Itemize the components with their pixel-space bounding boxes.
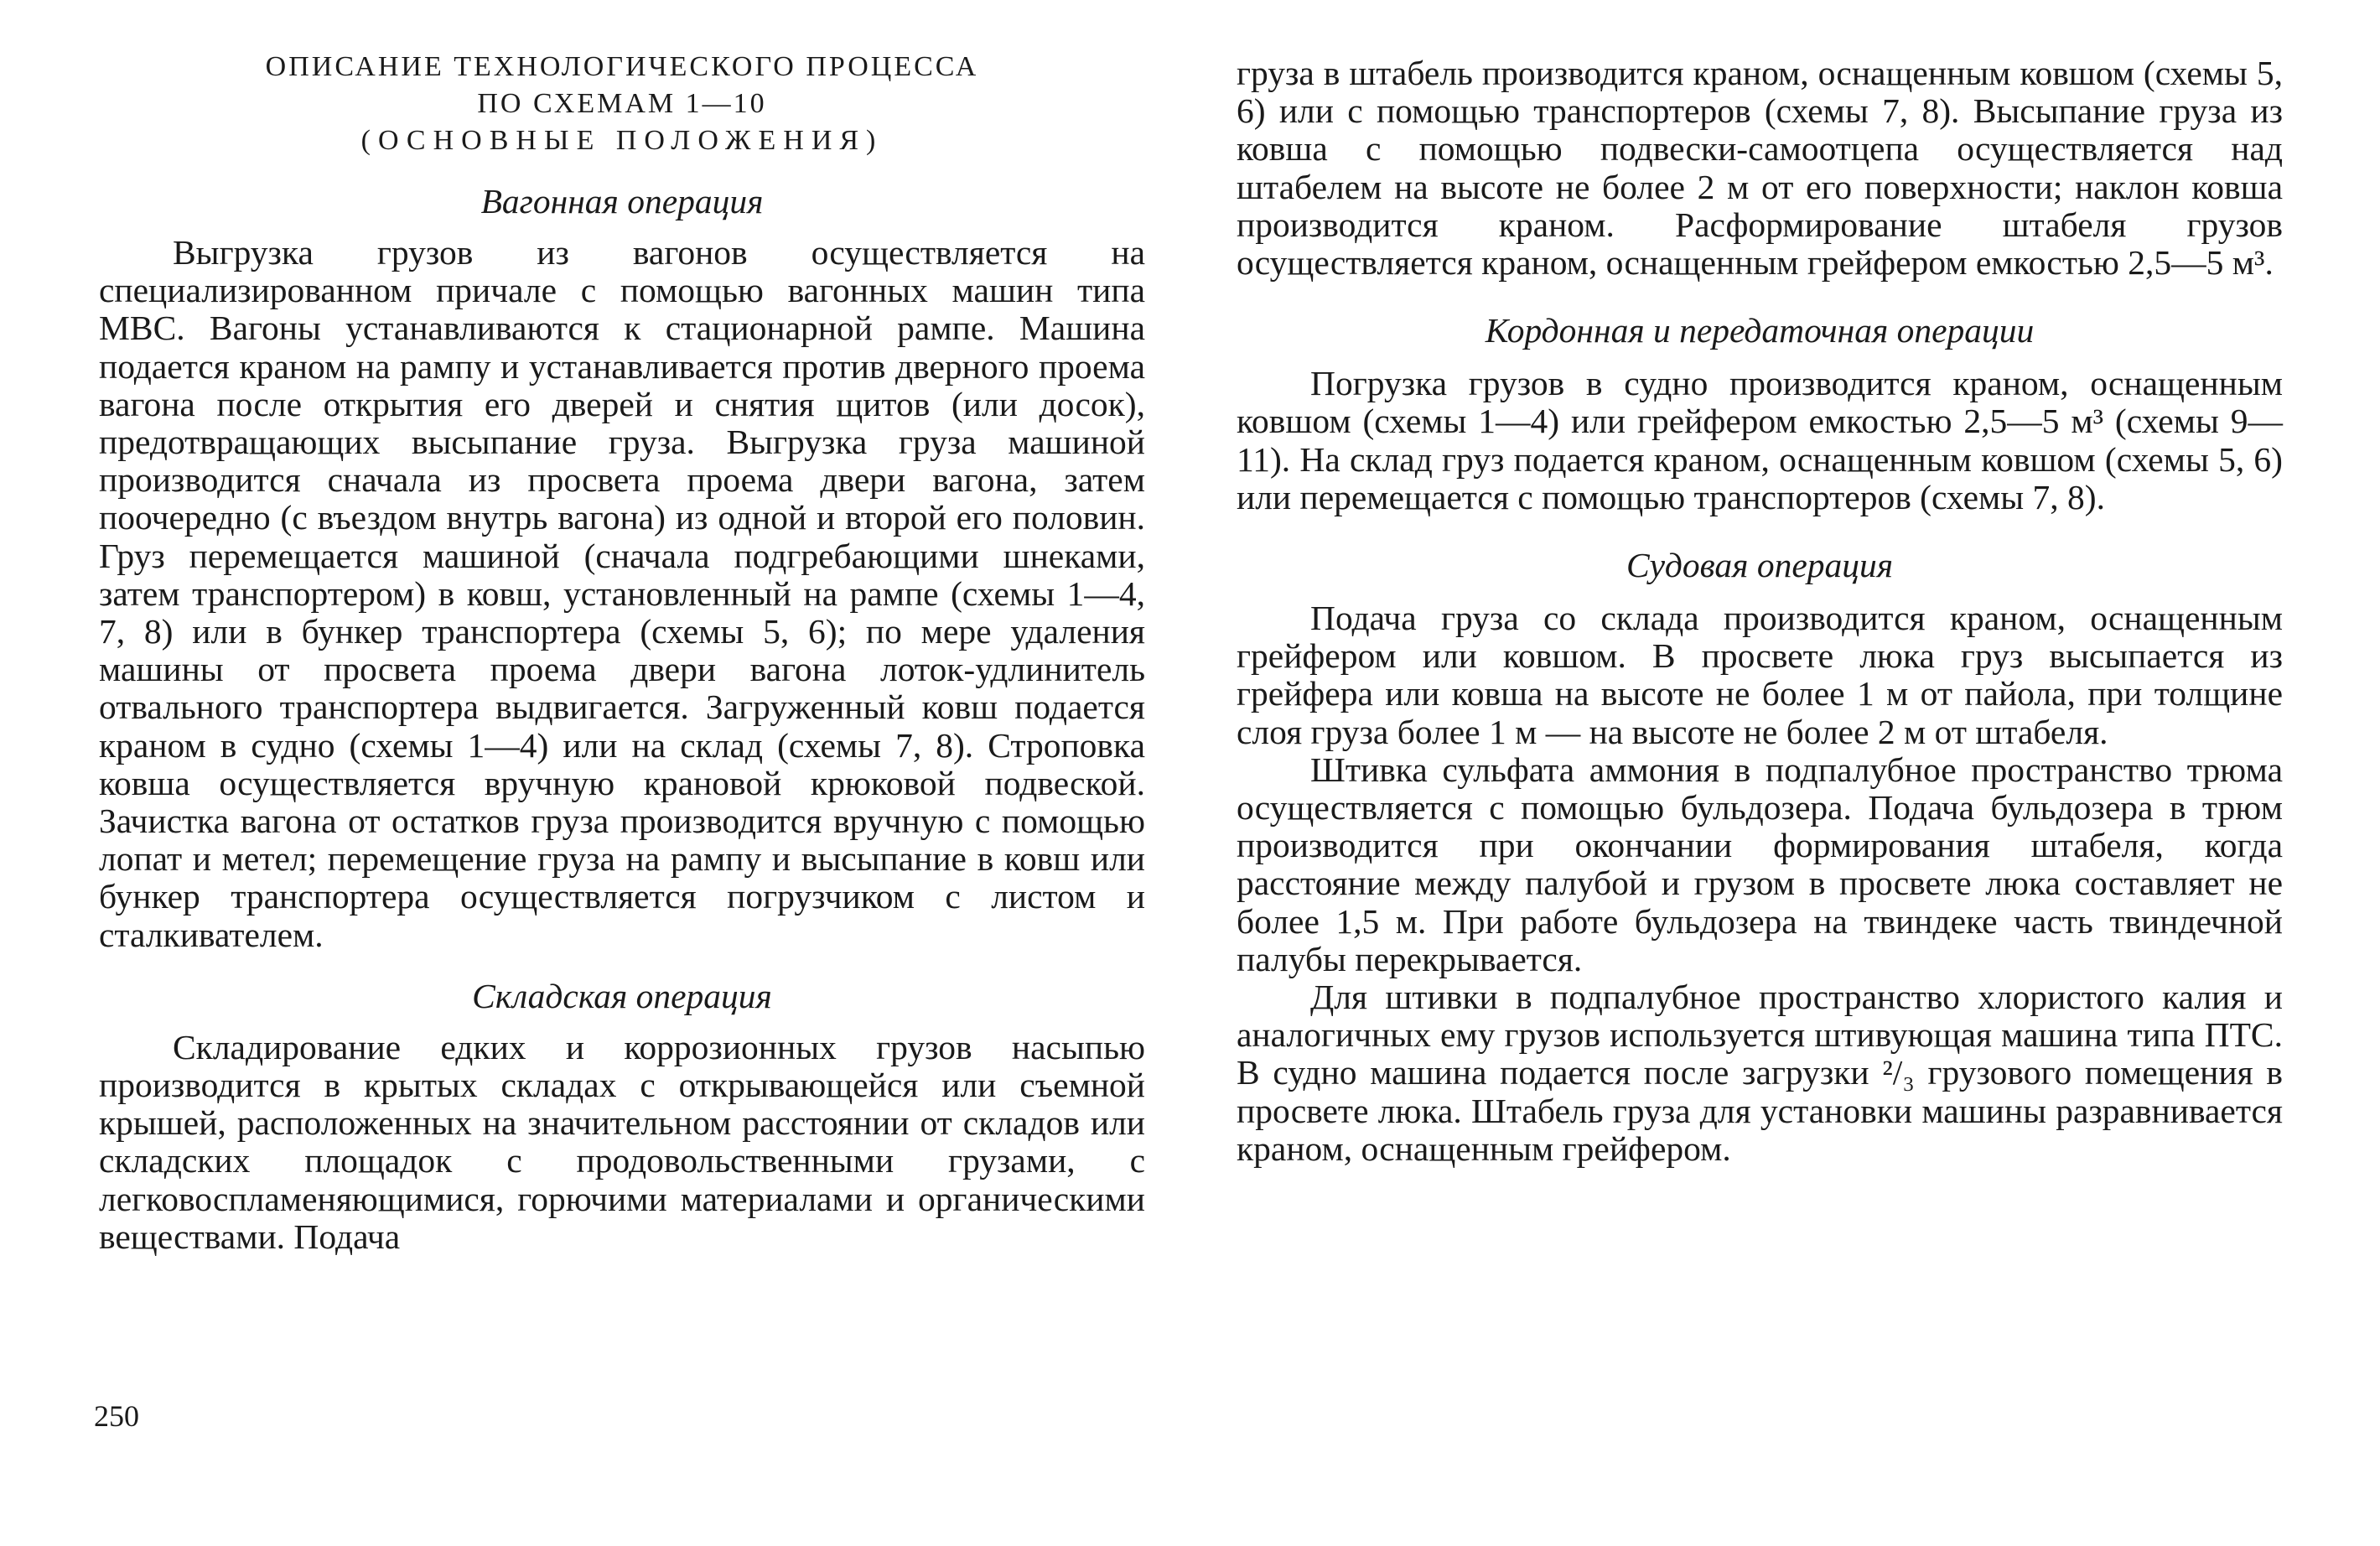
heading-line-1: ОПИСАНИЕ ТЕХНОЛОГИЧЕСКОГО ПРОЦЕССА xyxy=(265,51,979,82)
page-number: 250 xyxy=(94,1399,139,1433)
heading-line-3: (ОСНОВНЫЕ ПОЛОЖЕНИЯ) xyxy=(360,125,884,156)
paragraph-ship-operation-1: Подача груза со склада производится краном, оснащенным грейфером или ковшом. В просвете люка груз высыпается из грейфера или ковша на высоте не более 1 м от пайола, при толщине слоя груза более 1 м — на высоте не более 2 м от штабеля. xyxy=(1237,599,2283,751)
paragraph-ship-operation-2: Штивка сульфата аммония в подпалубное пространство трюма осуществляется с помощью бульдозера. Подача бульдозера в трюм производится при окончании формирования штабеля, когда расстояние между палубой и грузом в просвете люка составляет не более 1,5 м. При работе бульдозера на твиндеке часть твиндечной палубы перекрывается. xyxy=(1237,750,2283,978)
paragraph-ship-operation-3: Для штивки в подпалубное пространство хлористого калия и аналогичных ему грузов используется штивующая машина типа ПТС. В судно машина подается после загрузки ²/₃ грузового помещения в просвете люка. Штабель груза для установки машины разравнивается краном, оснащенным грейфером. xyxy=(1237,978,2283,1168)
section-title-warehouse-operation: Складская операция xyxy=(472,976,772,1015)
paragraph-cordon-transfer-operations: Погрузка грузов в судно производится краном, оснащенным ковшом (схемы 1—4) или грейфером емкостью 2,5—5 м³ (схемы 9—11). На склад груз подается краном, оснащенным ковшом (схемы 5, 6) или перемещается с помощью транспортеров (схемы 7, 8). xyxy=(1237,364,2283,516)
heading-line-2: ПО СХЕМАМ 1—10 xyxy=(477,88,767,119)
right-column xyxy=(1237,54,2283,1168)
page-heading xyxy=(99,49,1145,159)
paragraph-warehouse-continuation: груза в штабель производится краном, оснащенным ковшом (схемы 5, 6) или с помощью транспортеров (схемы 7, 8). Высыпание груза из ковша с помощью подвески-самоотцепа осуществляется над штабелем на высоте не более 2 м от его поверхности; наклон ковша производится краном. Расформирование штабеля грузов осуществляется краном, оснащенным грейфером емкостью 2,5—5 м³. xyxy=(1237,54,2283,283)
section-title-wagon-operation: Вагонная операция xyxy=(480,182,764,220)
left-column xyxy=(99,49,1145,1256)
section-title-cordon-transfer-operations: Кордонная и передаточная операции xyxy=(1485,311,2035,350)
section-title-ship-operation: Судовая операция xyxy=(1626,546,1894,585)
paragraph-wagon-operation: Выгрузка грузов из вагонов осуществляется на специализированном причале с помощью вагонных машин типа МВС. Вагоны устанавливаются к стационарной рампе. Машина подается краном на рампу и устанавливается против дверного проема вагона после открытия его дверей и снятия щитов (или досок), предотвращающих высыпание груза. Выгрузка груза машиной производится сначала из просвета проема двери вагона, затем поочередно (с въездом внутрь вагона) из одной и второй его половин. Груз перемещается машиной (сначала подгребающими шнеками, затем транспортером) в ковш, установленный на рампе (схемы 1—4, 7, 8) или в бункер транспортера (схемы 5, 6); по мере удаления машины от просвета проема двери вагона лоток-удлинитель отвального транспортера выдвигается. Загруженный ковш подается краном в судно (схемы 1—4) или на склад (схемы 7, 8). Строповка ковша осуществляется вручную крановой крюковой подвеской. Зачистка вагона от остатков груза производится вручную с помощью лопат и метел; перемещение груза на рампу и высыпание в ковш или бункер транспортера осуществляется погрузчиком с листом и сталкивателем. xyxy=(99,233,1145,954)
paragraph-warehouse-operation: Складирование едких и коррозионных грузов насыпью производится в крытых складах с открывающейся или съемной крышей, расположенных на значительном расстоянии от складов или складских площадок с продовольственными грузами, с легковоспламеняющимися, горючими материалами и органическими веществами. Подача xyxy=(99,1027,1145,1256)
